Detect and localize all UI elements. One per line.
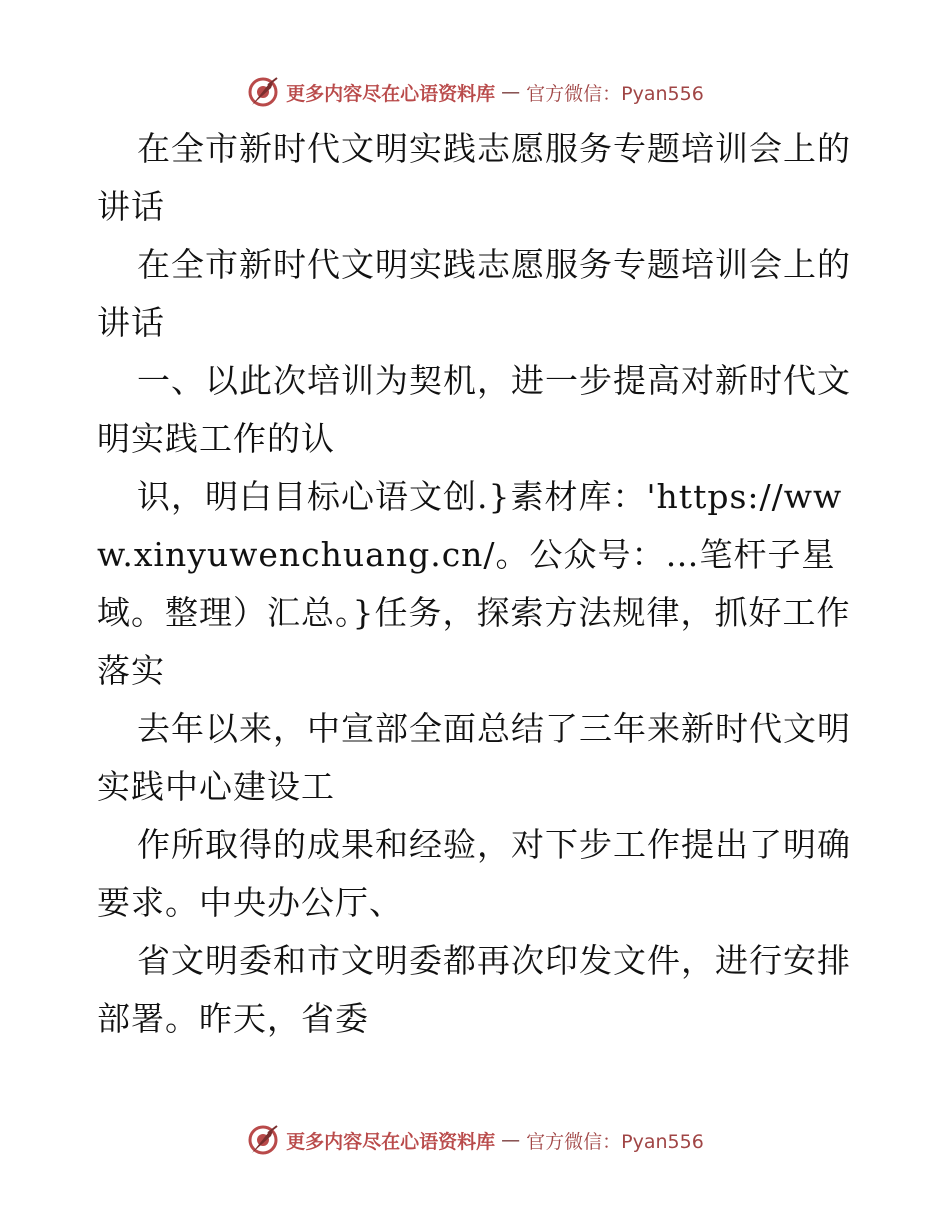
watermark-contact: 官方微信：Pyan556 bbox=[526, 82, 704, 105]
paragraph-section-one: 一、以此次培训为契机，进一步提高对新时代文明实践工作的认 bbox=[97, 361, 851, 458]
document-body bbox=[97, 120, 857, 1048]
watermark-dash: — bbox=[501, 1129, 521, 1151]
paragraph: 作所取得的成果和经验，对下步工作提出了明确要求。中央办公厅、 bbox=[97, 825, 851, 922]
watermark-dash: — bbox=[501, 81, 521, 103]
paragraph: 去年以来，中宣部全面总结了三年来新时代文明实践中心建设工 bbox=[97, 709, 851, 806]
paragraph: 省文明委和市文明委都再次印发文件，进行安排部署。昨天，省委 bbox=[97, 941, 851, 1038]
quill-seal-icon bbox=[246, 1123, 280, 1157]
footer-watermark bbox=[0, 1120, 950, 1160]
watermark-text: 更多内容尽在心语资料库 bbox=[286, 1130, 496, 1153]
paragraph-title-repeat: 在全市新时代文明实践志愿服务专题培训会上的讲话 bbox=[97, 245, 851, 342]
quill-seal-icon bbox=[246, 75, 280, 109]
paragraph-title: 在全市新时代文明实践志愿服务专题培训会上的讲话 bbox=[97, 129, 851, 226]
header-watermark bbox=[0, 72, 950, 112]
paragraph: 识，明白目标心语文创.}素材库：'https://www.xinyuwenchuang.cn/。公众号：…笔杆子星域。整理）汇总。}任务，探索方法规律，抓好工作落实 bbox=[97, 477, 851, 690]
watermark-contact: 官方微信：Pyan556 bbox=[526, 1130, 704, 1153]
watermark-text: 更多内容尽在心语资料库 bbox=[286, 82, 496, 105]
